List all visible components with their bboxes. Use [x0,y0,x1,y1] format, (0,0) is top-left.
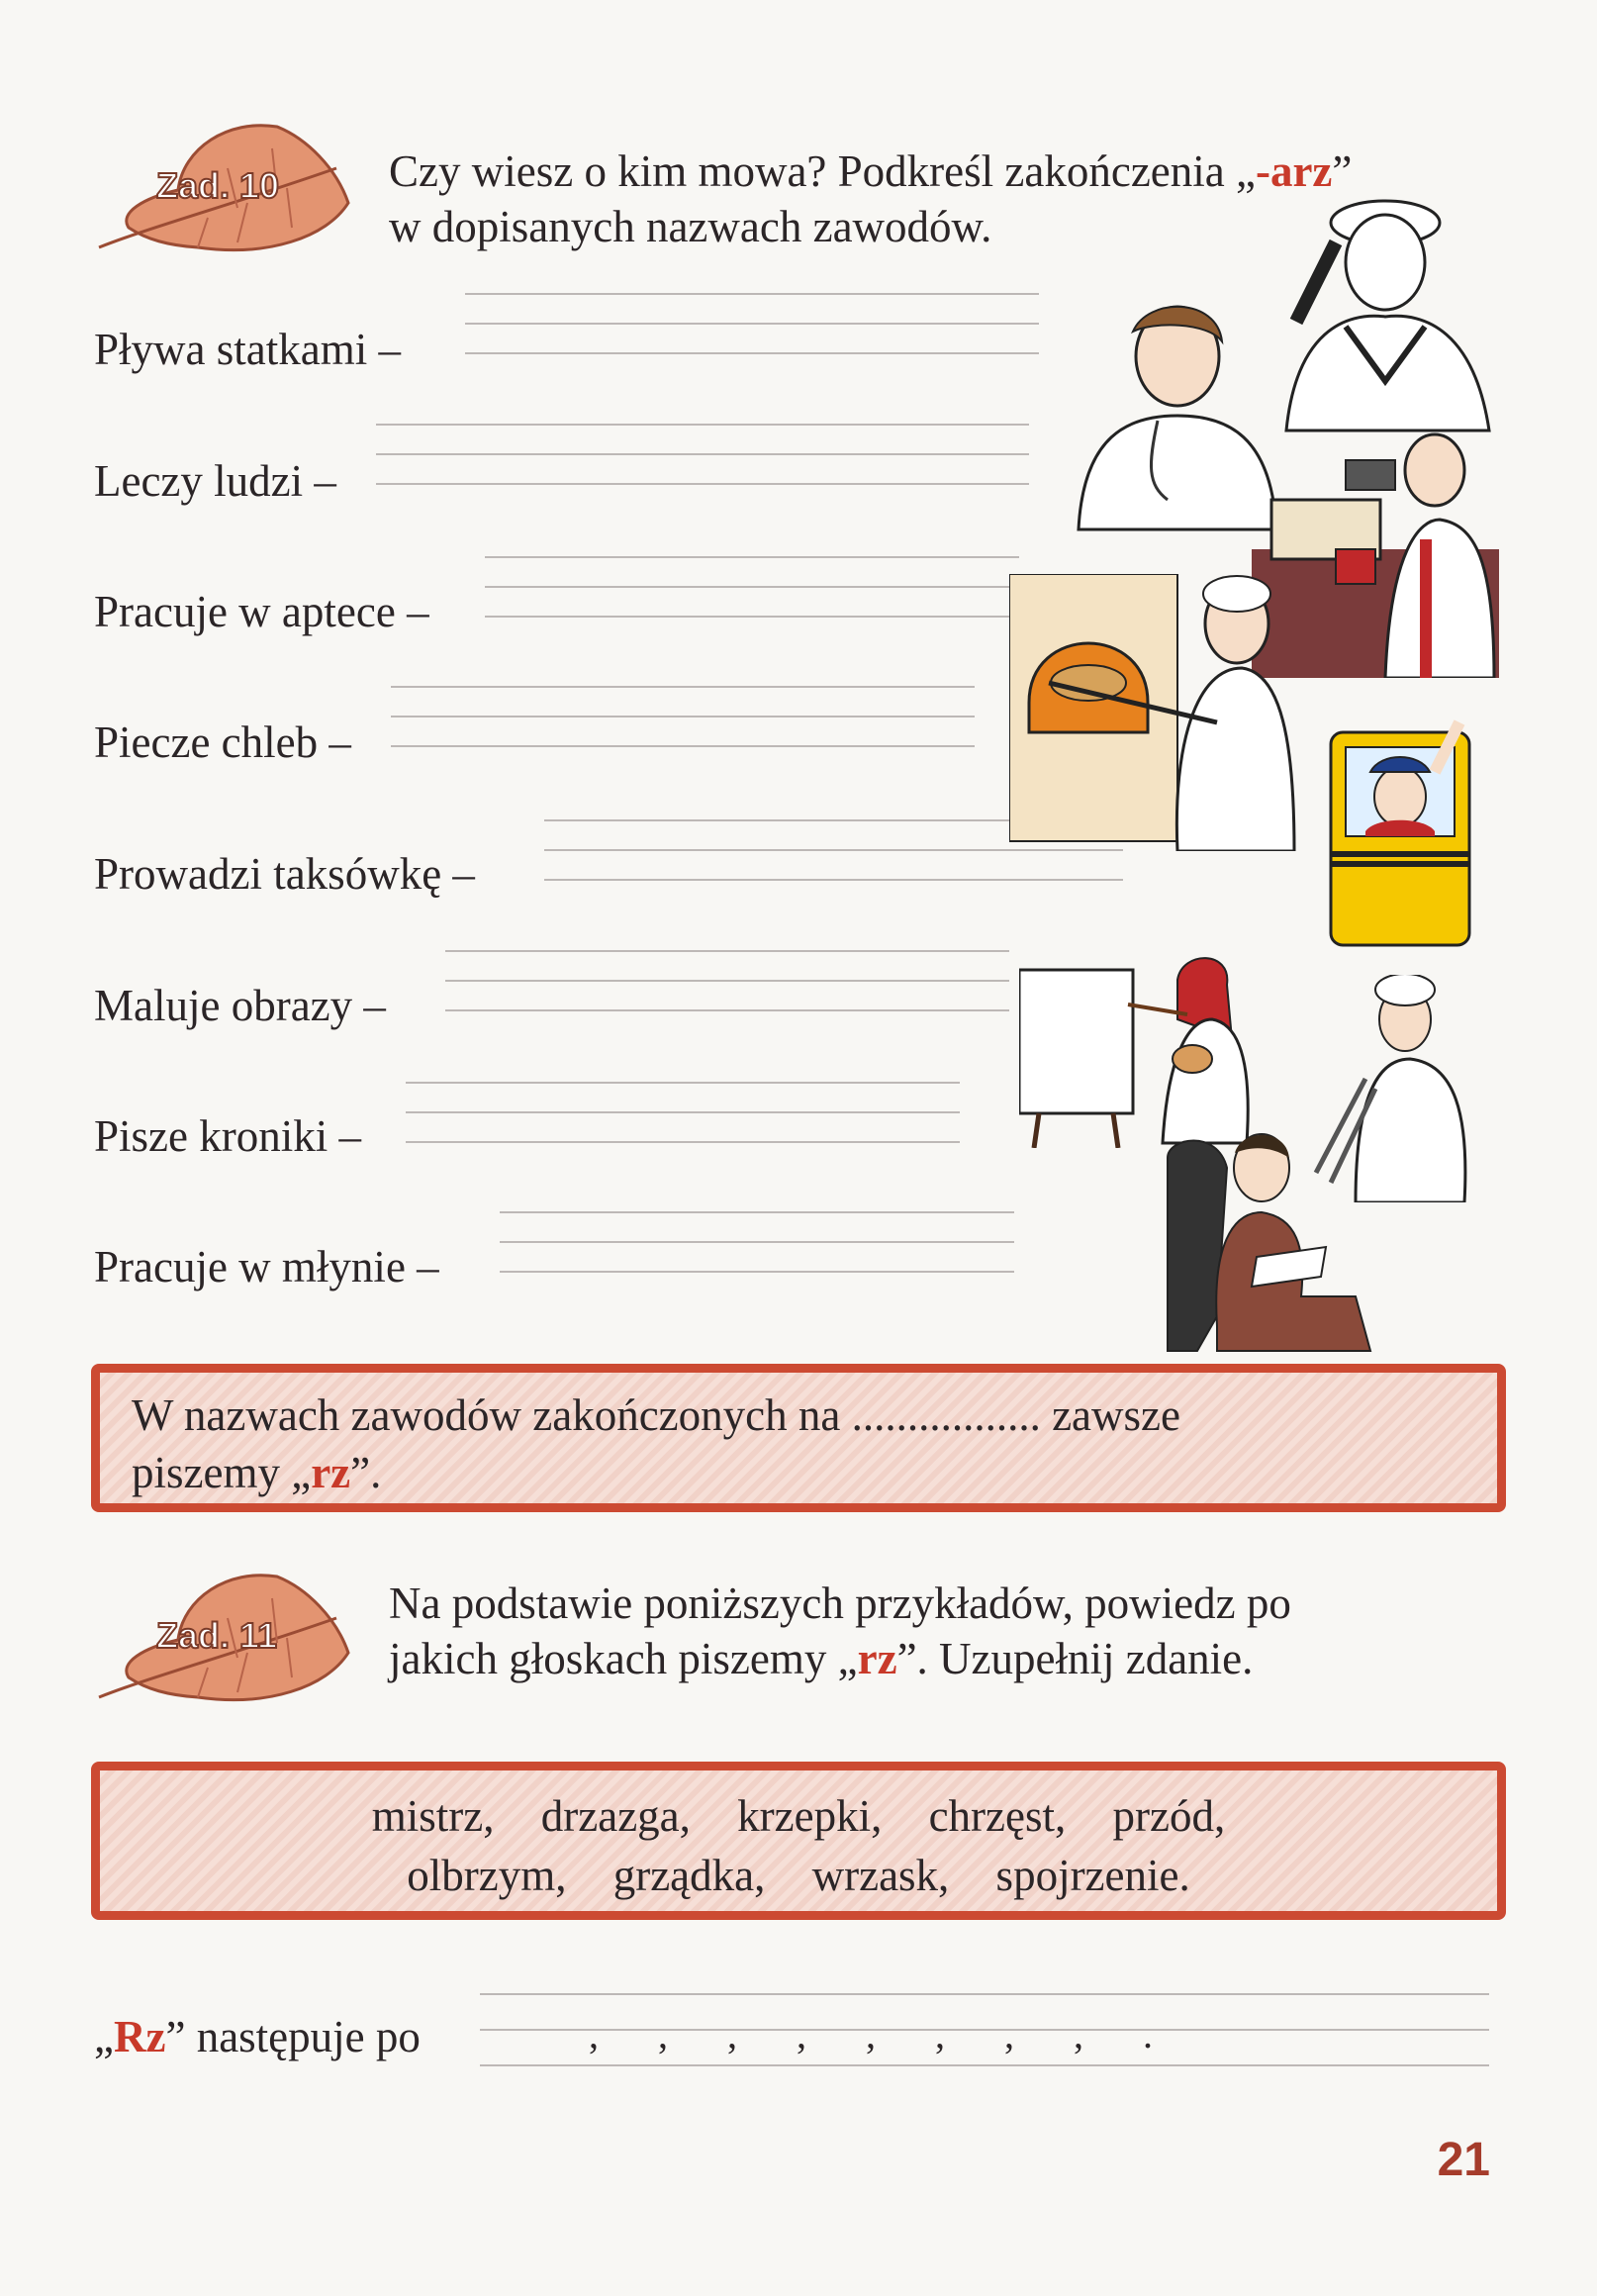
leaf-badge-task11 [89,1559,356,1707]
task11-instruction-line1: Na podstawie poniższych przykładów, powiedz po [389,1578,1291,1628]
answer-lines-3[interactable] [485,528,1019,618]
task11-instruction-line2: jakich głoskach piszemy „ [389,1634,858,1683]
task10-row-6 [94,978,386,1033]
rule-rz-highlight: rz [311,1448,351,1497]
quote-close: ”. [350,1448,382,1497]
rule-line2: piszemy „ [132,1448,312,1497]
task10-row-5 [94,846,475,902]
row-label: Pracuje w aptece – [94,587,429,636]
chronicler-illustration [1158,1128,1385,1356]
task11-instruction-end: ”. Uzupełnij zdanie. [896,1634,1254,1683]
quote-close: ” [1332,146,1353,196]
row-label: Piecze chleb – [94,718,351,767]
quote-open: „ [94,2012,114,2061]
example-words-line2: olbrzym, grządka, wrzask, spojrzenie. [407,1851,1190,1900]
rule-box [91,1364,1506,1512]
row-label: Pływa statkami – [94,325,401,374]
answer-lines-6[interactable] [445,922,1009,1011]
task10-row-1 [94,322,401,377]
task10-ending-highlight: -arz [1255,146,1333,196]
task10-instruction-line2: w dopisanych nazwach zawodów. [389,202,992,251]
row-label: Prowadzi taksówkę – [94,849,475,899]
task10-row-3 [94,584,429,639]
page-number: 21 [1437,2134,1490,2186]
answer-separators: , , , , , , , , . [589,2012,1153,2057]
example-words-box [91,1762,1506,1920]
answer-prefix-text: ” następuje po [165,2012,421,2061]
rz-highlight: Rz [113,2012,166,2061]
task11-rz-highlight: rz [857,1634,897,1683]
task10-row-8 [94,1239,439,1294]
rule-line1: W nazwach zawodów zakończonych na ................. zawsze [132,1390,1180,1440]
rule-text [132,1387,1180,1501]
task10-row-4 [94,715,351,770]
task10-row-7 [94,1108,361,1164]
answer-lines-7[interactable] [406,1054,960,1143]
task10-badge-label: Zad. 10 [156,165,280,206]
example-words-line1: mistrz, drzazga, krzepki, chrzęst, przód, [371,1791,1226,1841]
task10-instruction [389,144,1352,254]
task10-instruction-text: Czy wiesz o kim mowa? Podkreśl zakończenia „ [389,146,1256,196]
row-label: Pisze kroniki – [94,1111,361,1161]
baker-illustration [1009,574,1296,851]
task11-badge-label: Zad. 11 [156,1615,278,1656]
row-label: Leczy ludzi – [94,456,336,506]
leaf-badge-task10 [89,109,356,257]
answer-lines-4[interactable] [391,658,975,747]
task11-instruction [389,1576,1291,1686]
answer-lines-2[interactable] [376,396,1029,485]
row-label: Maluje obrazy – [94,981,386,1030]
answer-prefix [94,2009,421,2064]
sailor-illustration [1267,153,1504,440]
answer-lines-1[interactable] [465,265,1039,354]
taxi-driver-illustration [1326,713,1474,950]
answer-lines-8[interactable] [500,1184,1014,1273]
task10-row-2 [94,453,336,509]
row-label: Pracuje w młynie – [94,1242,439,1292]
painter-illustration [1019,950,1257,1148]
